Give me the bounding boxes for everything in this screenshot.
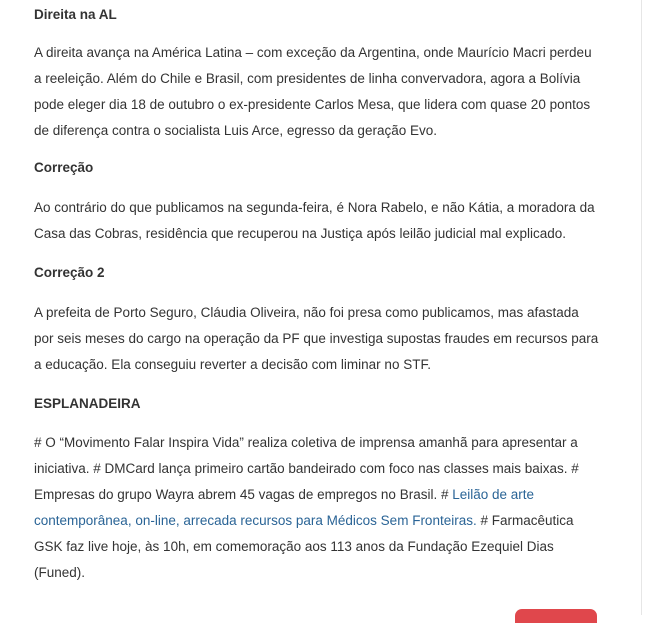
paragraph-line xyxy=(34,482,624,508)
paragraph-line: pode eleger dia 18 de outubro o ex-presidente Carlos Mesa, que lidera com quase 20 pontos xyxy=(34,97,591,112)
paragraph-text: Empresas do grupo Wayra abrem 45 vagas de empregos no Brasil. # xyxy=(34,487,453,502)
column-divider xyxy=(641,0,642,615)
paragraph-line: a reeleição. Além do Chile e Brasil, com presidentes de linha convervadora, agora a Bolívia xyxy=(34,71,581,86)
paragraph-line: Casa das Cobras, residência que recuperou na Justiça após leilão judicial mal explicado. xyxy=(34,226,567,241)
leilao-arte-link-continued[interactable]: contemporânea, on-line, arrecada recursos para Médicos Sem Fronteiras. xyxy=(34,513,477,528)
paragraph-line: de diferença contra o socialista Luis Arce, egresso da geração Evo. xyxy=(34,123,437,138)
paragraph-line: Ao contrário do que publicamos na segunda-feira, é Nora Rabelo, e não Kátia, a moradora da xyxy=(34,200,595,215)
section-heading-correcao-2: Correção 2 xyxy=(34,265,105,280)
paragraph-line xyxy=(34,508,624,534)
section-heading-direita: Direita na AL xyxy=(34,7,117,22)
paragraph-line: # O “Movimento Falar Inspira Vida” realiza coletiva de imprensa amanhã para apresentar a xyxy=(34,435,578,450)
section-paragraph-correcao xyxy=(34,195,624,247)
paragraph-line: iniciativa. # DMCard lança primeiro cartão bandeirado com foco nas classes mais baixas. # xyxy=(34,461,579,476)
paragraph-line: GSK faz live hoje, às 10h, em comemoração aos 113 anos da Fundação Ezequiel Dias xyxy=(34,539,554,554)
leilao-arte-link[interactable]: Leilão de arte xyxy=(452,487,535,502)
paragraph-text: # Farmacêutica xyxy=(476,513,574,528)
section-paragraph-correcao-2 xyxy=(34,300,624,378)
red-action-button-edge[interactable] xyxy=(515,609,597,623)
section-heading-esplanadeira: ESPLANADEIRA xyxy=(34,396,141,411)
paragraph-line: A direita avança na América Latina – com exceção da Argentina, onde Maurício Macri perdeu xyxy=(34,45,592,60)
section-paragraph-direita xyxy=(34,40,624,144)
paragraph-line: por seis meses do cargo na operação da PF que investiga supostas fraudes em recursos para xyxy=(34,331,599,346)
paragraph-line: (Funed). xyxy=(34,565,86,580)
section-heading-correcao: Correção xyxy=(34,160,94,175)
paragraph-line: A prefeita de Porto Seguro, Cláudia Oliveira, não foi presa como publicamos, mas afastada xyxy=(34,305,579,320)
paragraph-line: a educação. Ela conseguiu reverter a decisão com liminar no STF. xyxy=(34,357,431,372)
section-paragraph-esplanadeira xyxy=(34,430,624,586)
